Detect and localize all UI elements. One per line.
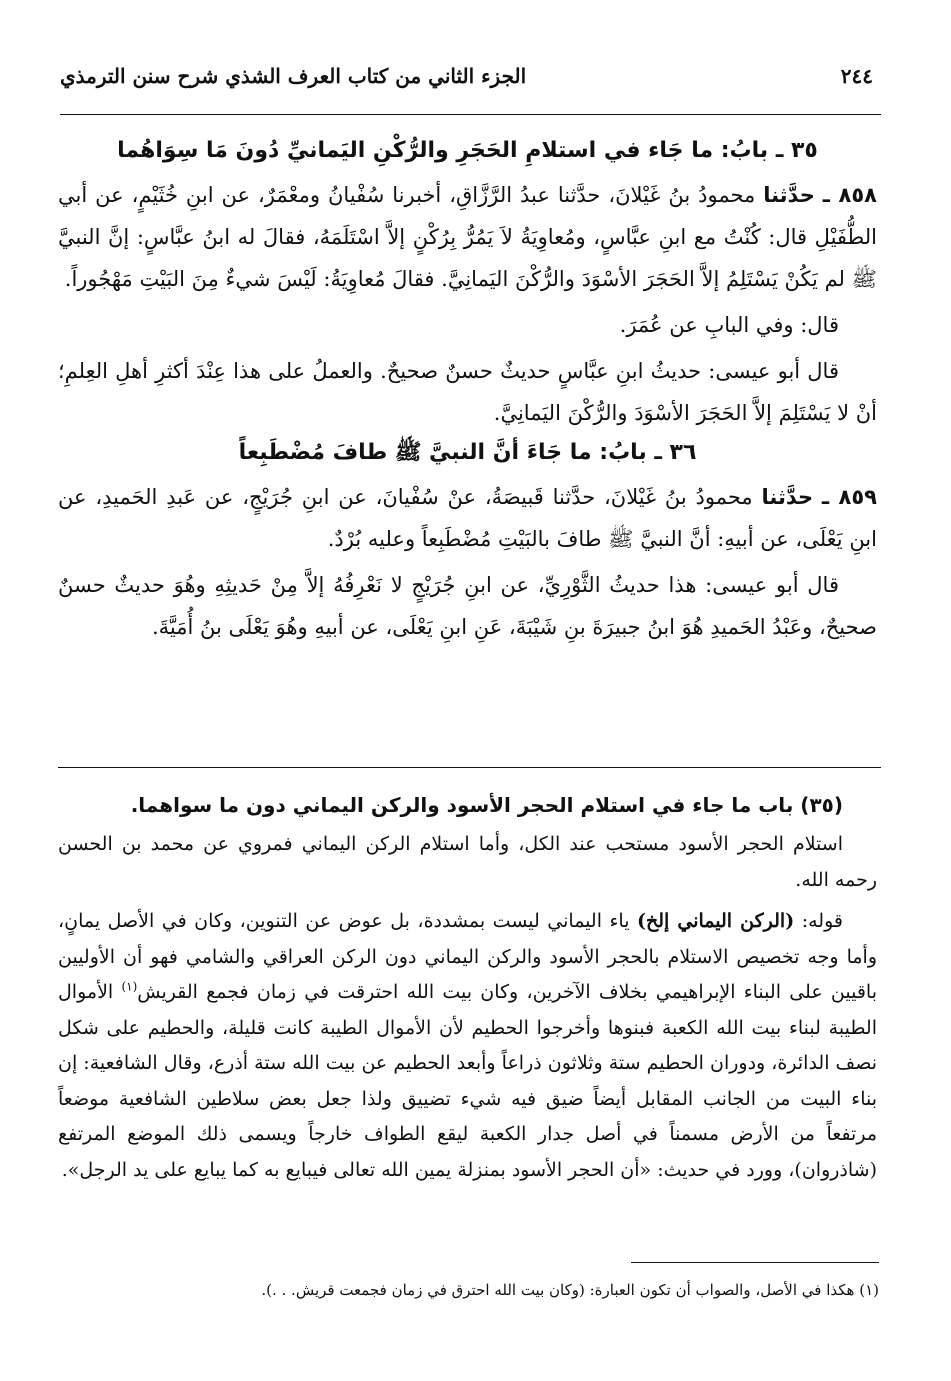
hadith-858-text (58, 174, 877, 300)
haddathana-label: حدَّثنا (761, 485, 814, 509)
hadith-number: ٨٥٩ ـ (821, 485, 877, 509)
commentary-text: ياء اليماني ليست بمشددة، بل عوض عن التنوين، وكان في الأصل يمانٍ، وأما وجه تخصيص الاستلام بالحجر الأسود والركن اليماني دون الركن العراقي والشامي فهو أن الأوليين باقيين على البناء الإبراهيمي بخلاف الآخرين، وكان بيت الله احترقت في زمان فجمع القريش (58, 910, 877, 1003)
commentary-text: الأموال الطيبة لبناء بيت الله الكعبة فبنوها وأخرجوا الحطيم لأن الأموال الطيبة كانت قليلة، والحطيم على شكل نصف الدائرة، ودوران الحطيم ستة وثلاثون ذراعاً وأبعد الحطيم عن بيت الله ستة أذرع، وقال الشافعية: إن بناء البيت من الجانب المقابل أيضاً ضيق فيه شيء تضييق ولذا جعل بعض سلاطين الشافعية موضعاً مرتفعاً من الأرض مسمناً في أصل جدار الكعبة ليقع الطواف خارجاً ويسمى ذلك الموضع المرتفع (شاذروان)، وورد في حديث: «أن الحجر الأسود بمنزلة يمين الله تعالى فيبايع به كما يبايع على يد الرجل». (58, 981, 877, 1181)
header-rule (60, 114, 881, 115)
qawluhu-label: قوله: (801, 910, 843, 932)
running-title: الجزء الثاني من كتاب العرف الشذي شرح سنن الترمذي (60, 64, 527, 88)
chapter-35-heading: ٣٥ ـ بابُ: ما جَاء في استلامِ الحَجَرِ والرُّكْنِ اليَمانيِّ دُونَ مَا سِوَاهُما (117, 138, 818, 163)
page-number: ٢٤٤ (840, 64, 873, 88)
abu-isa-paragraph: قال أبو عيسى: هذا حديثُ الثَّوْرِيِّ، عن ابنِ جُرَيْجٍ لا نَعْرِفُهُ إلاَّ مِنْ حَديثِهِ وهُوَ حديثٌ حسنٌ صحيحٌ، وعَبْدُ الحَميدِ هُوَ ابنُ جبيرَةَ بنِ شَيْبَةَ، عَنِ ابنِ يَعْلَى، عن أبيهِ وهُوَ يَعْلَى بنُ أُمَيَّةَ. (58, 573, 877, 639)
footnote: (١) هكذا في الأصل، والصواب أن تكون العبارة: (وكان بيت الله احترق في زمان فجمعت قريش. . .). (261, 1281, 879, 1299)
commentary-title: (٣٥) باب ما جاء في استلام الحجر الأسود والركن اليماني دون ما سواهما. (130, 793, 843, 817)
hadith-body: محمودُ بنُ غَيْلانَ، حدَّثنا قَبيصَةُ، عنْ سُفْيانَ، عن ابنِ جُرَيْجٍ، عن عَبدِ الحَميدِ، عن ابنِ يَعْلَى، عن أبيهِ: أنَّ النبيَّ ﷺ طافَ بالبَيْتِ مُضْطَبِعاً وعليه بُرْدٌ. (58, 485, 877, 551)
hadith-number: ٨٥٨ ـ (822, 183, 877, 207)
lemma: (الركن اليماني إلخ) (637, 910, 795, 932)
hadith-858 (58, 174, 877, 300)
commentary-section (58, 785, 877, 1194)
running-header (60, 64, 873, 88)
abu-isa-paragraph: قال أبو عيسى: حديثُ ابنِ عبَّاسٍ حديثٌ حسنٌ صحيحٌ. والعملُ على هذا عِنْدَ أكثرِ أهلِ العِلمِ؛ أنْ لا يَسْتَلِمَ إلاَّ الحَجَرَ الأسْوَدَ والرُّكْنَ اليَمانِيَّ. (58, 359, 877, 425)
hadith-859 (58, 476, 877, 560)
commentary-separator (58, 767, 881, 768)
hadith-859-text (58, 476, 877, 560)
hadith-body: محمودُ بنُ غَيْلانَ، حدَّثنا عبدُ الرَّزَّاقِ، أخبرنا سُفْيانُ ومعْمَرٌ، عن ابنِ خُثَيْمٍ، عن أبي الطُّفَيْلِ قال: كُنْتُ مع ابنِ عبَّاسٍ، ومُعاوِيَةُ لاَ يَمُرُّ بِرُكْنٍ إلاَّ اسْتَلَمَهُ، فقالَ له ابنُ عبَّاسٍ: إنَّ النبيَّ ﷺ لم يَكُنْ يَسْتَلِمُ إلاَّ الحَجَرَ الأسْوَدَ والرُّكْنَ اليَمانِيَّ. فقالَ مُعاوِيَةُ: لَيْسَ شيءٌ مِنَ البَيْتِ مَهْجُوراً. (58, 183, 877, 291)
footnote-rule (631, 1262, 879, 1263)
qala-paragraph: قال: وفي البابِ عن عُمَرَ. (619, 313, 839, 337)
haddathana-label: حدَّثنا (763, 183, 815, 207)
commentary-paragraph: استلام الحجر الأسود مستحب عند الكل، وأما استلام الركن اليماني فمروي عن محمد بن الحسن رحمه الله. (58, 833, 877, 891)
footnote-marker[interactable]: (١) (121, 979, 138, 994)
chapter-36-heading: ٣٦ ـ بابُ: ما جَاءَ أنَّ النبيَّ ﷺ طافَ مُضْطَبِعاً (238, 440, 697, 465)
commentary-paragraph (58, 904, 877, 1188)
main-text (58, 132, 877, 648)
